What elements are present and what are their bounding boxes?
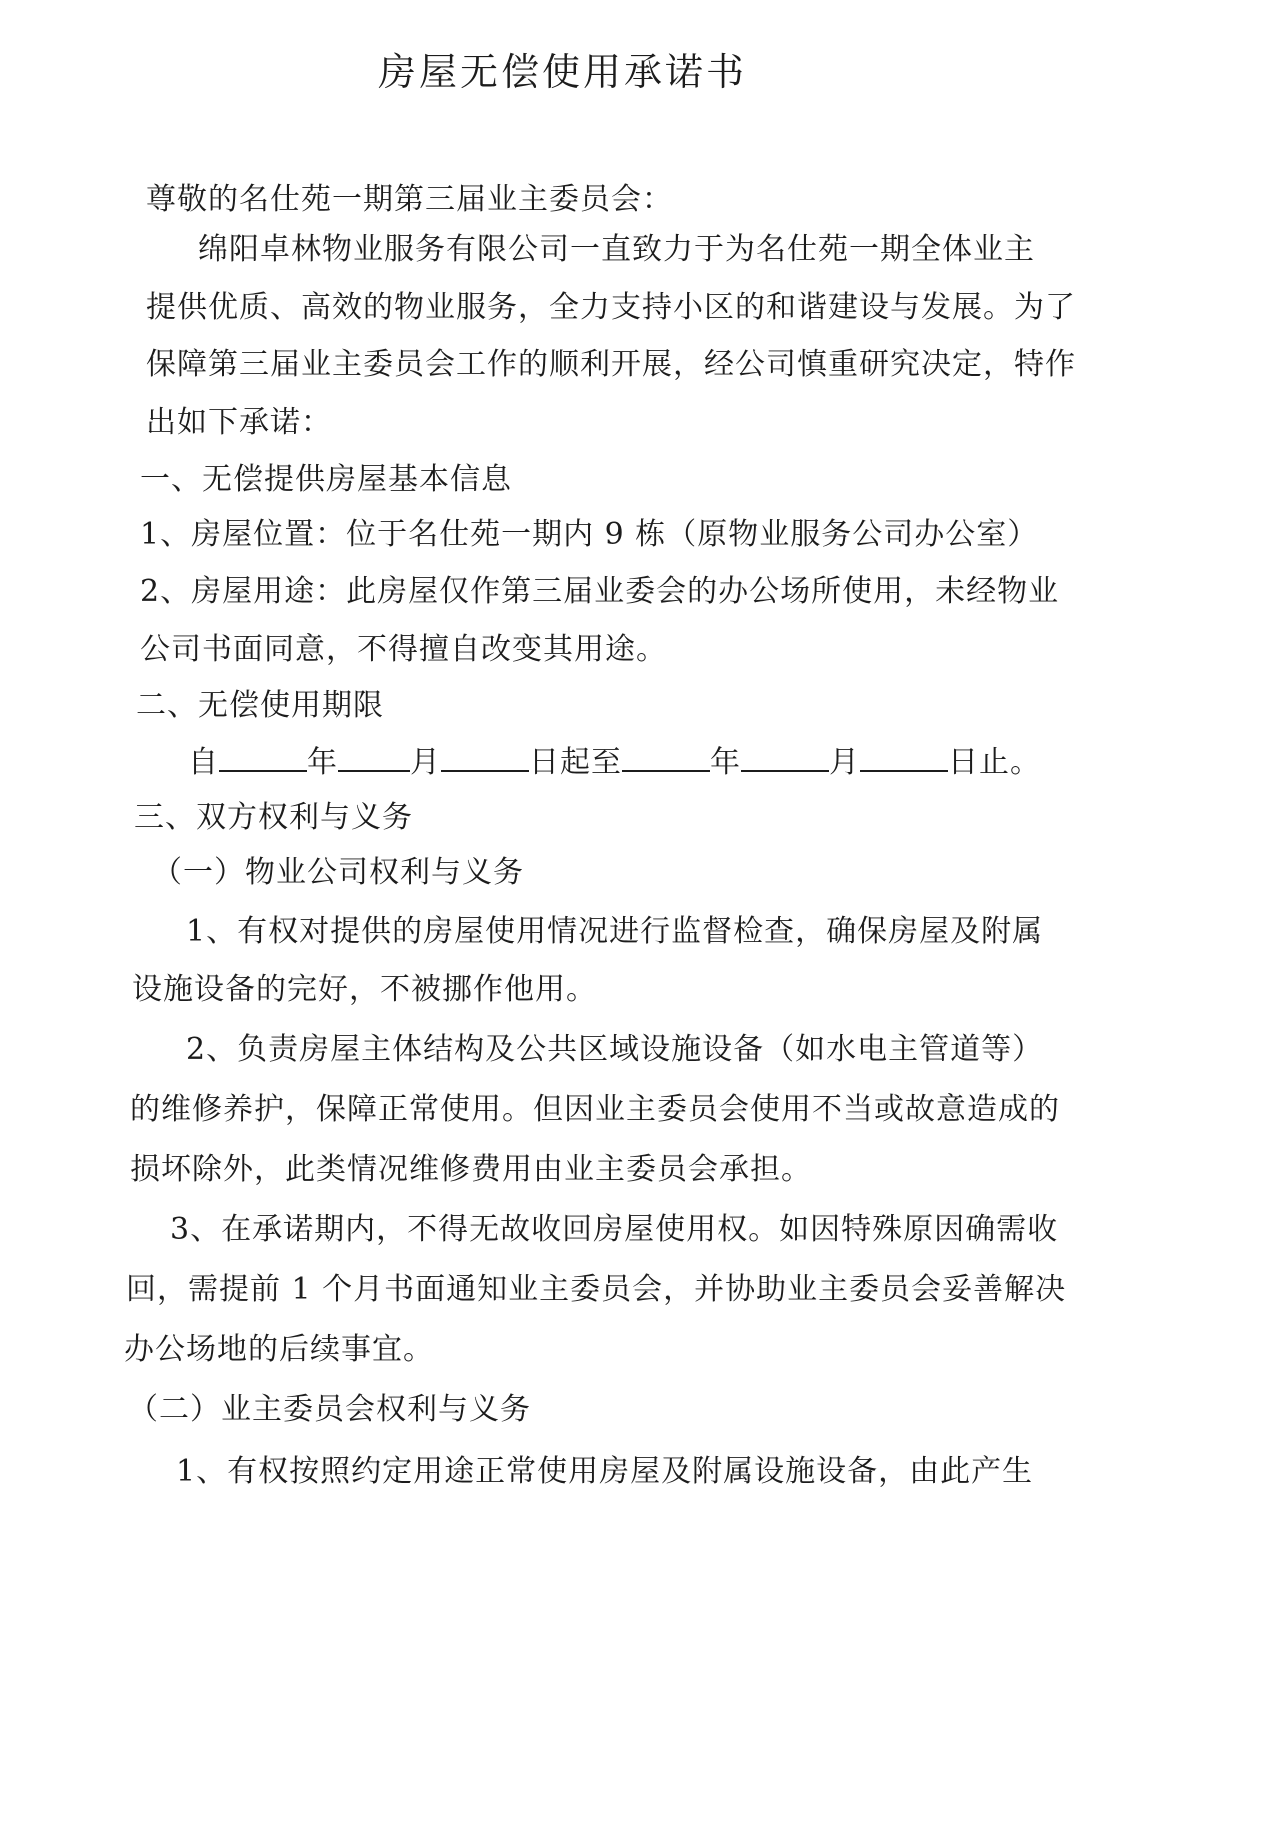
document-title: 房屋无偿使用承诺书 (378, 50, 748, 94)
salutation: 尊敬的名仕苑一期第三届业主委员会： (146, 182, 673, 217)
term-year-1: 年 (307, 745, 338, 780)
sub1-item1-line-2: 设施设备的完好，不被挪作他用。 (132, 972, 597, 1007)
intro-line-2: 提供优质、高效的物业服务，全力支持小区的和谐建设与发展。为了 (146, 290, 1076, 325)
term-year-2: 年 (710, 745, 741, 780)
sub1-item1-line-1: 1、有权对提供的房屋使用情况进行监督检查，确保房屋及附属 (186, 914, 1044, 949)
blank-day-end (860, 742, 948, 772)
blank-day-start (441, 742, 529, 772)
sub1-item3-line-3: 办公场地的后续事宜。 (124, 1332, 434, 1367)
section1-item1: 1、房屋位置：位于名仕苑一期内 9 栋（原物业服务公司办公室） (140, 517, 1039, 552)
blank-month-start (338, 742, 410, 772)
sub1-item2-line-2: 的维修养护，保障正常使用。但因业主委员会使用不当或故意造成的 (130, 1092, 1060, 1127)
sub1-item3-line-2: 回，需提前 1 个月书面通知业主委员会，并协助业主委员会妥善解决 (126, 1272, 1067, 1307)
sub1-heading: （一）物业公司权利与义务 (152, 855, 524, 890)
blank-year-end (622, 742, 710, 772)
intro-line-4: 出如下承诺： (146, 405, 332, 440)
term-day-end: 日止。 (948, 745, 1041, 780)
sub2-item1-line-1: 1、有权按照约定用途正常使用房屋及附属设施设备，由此产生 (176, 1454, 1034, 1489)
sub2-heading: （二）业主委员会权利与义务 (128, 1392, 531, 1427)
sub1-item2-line-1: 2、负责房屋主体结构及公共区域设施设备（如水电主管道等） (186, 1032, 1044, 1067)
term-month-1: 月 (410, 745, 441, 780)
sub1-item2-line-3: 损坏除外，此类情况维修费用由业主委员会承担。 (130, 1152, 812, 1187)
sub1-item3-line-1: 3、在承诺期内，不得无故收回房屋使用权。如因特殊原因确需收 (170, 1212, 1059, 1247)
section1-heading: 一、无偿提供房屋基本信息 (140, 462, 512, 497)
blank-month-end (741, 742, 829, 772)
section3-heading: 三、双方权利与义务 (134, 800, 413, 835)
section1-item2-line-1: 2、房屋用途：此房屋仅作第三届业委会的办公场所使用，未经物业 (140, 574, 1060, 609)
section2-heading: 二、无偿使用期限 (136, 688, 384, 723)
intro-line-1: 绵阳卓林物业服务有限公司一直致力于为名仕苑一期全体业主 (198, 232, 1035, 267)
intro-line-3: 保障第三届业主委员会工作的顺利开展，经公司慎重研究决定，特作 (146, 347, 1076, 382)
section1-item2-line-2: 公司书面同意，不得擅自改变其用途。 (140, 632, 667, 667)
term-day-from-to: 日起至 (529, 745, 622, 780)
term-month-2: 月 (829, 745, 860, 780)
term-line (188, 742, 1041, 783)
blank-year-start (219, 742, 307, 772)
term-from: 自 (188, 745, 219, 780)
